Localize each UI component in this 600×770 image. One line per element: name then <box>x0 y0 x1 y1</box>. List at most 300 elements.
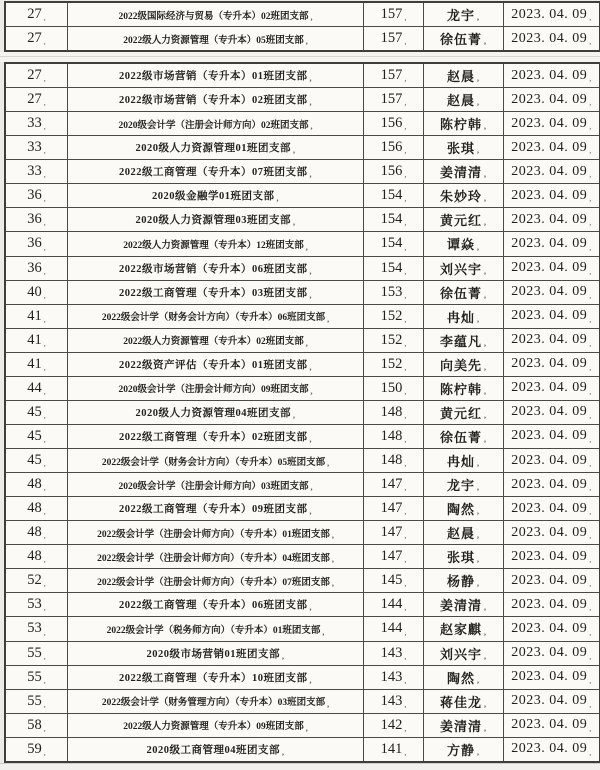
cell-text: 45 <box>27 403 42 420</box>
cell-text: 刘兴宇 <box>439 646 482 662</box>
cell-text: 141 <box>380 740 403 757</box>
return-mark-icon: , <box>43 242 46 252</box>
score-cell <box>364 27 424 50</box>
rank-cell <box>6 642 68 665</box>
return-mark-icon: , <box>404 74 407 84</box>
table-row <box>6 281 599 305</box>
return-mark-icon: , <box>404 459 407 469</box>
return-mark-icon: , <box>589 362 592 372</box>
return-mark-icon: , <box>43 146 46 156</box>
class-name-cell <box>68 666 364 689</box>
cell-text: 2022级国际经济与贸易（专升本）02班团支部 <box>118 11 309 22</box>
return-mark-icon: , <box>589 74 592 84</box>
return-mark-icon: , <box>477 747 480 757</box>
date-cell <box>504 545 599 568</box>
return-mark-icon: , <box>404 290 407 300</box>
score-cell <box>364 305 424 328</box>
return-mark-icon: , <box>589 410 592 420</box>
return-mark-icon: , <box>331 555 334 565</box>
date-cell <box>504 329 599 352</box>
date-cell <box>504 425 599 448</box>
table-row <box>6 690 599 714</box>
score-cell <box>364 329 424 352</box>
return-mark-icon: , <box>484 362 487 372</box>
cell-text: 2023. 04. 09 <box>511 404 588 420</box>
return-mark-icon: , <box>43 194 46 204</box>
name-cell <box>424 593 504 616</box>
rank-cell <box>6 3 68 26</box>
cell-text: 154 <box>380 259 403 276</box>
return-mark-icon: , <box>43 122 46 132</box>
class-name-cell <box>68 473 364 496</box>
return-mark-icon: , <box>293 410 296 420</box>
cell-text: 2023. 04. 09 <box>511 693 588 709</box>
cell-text: 徐伍菁 <box>439 32 482 47</box>
cell-text: 2023. 04. 09 <box>511 284 588 300</box>
return-mark-icon: , <box>43 603 46 613</box>
cell-text: 2023. 04. 09 <box>511 6 588 22</box>
return-mark-icon: , <box>43 338 46 348</box>
cell-text: 58 <box>27 716 42 733</box>
cell-text: 2023. 04. 09 <box>511 669 588 685</box>
cell-text: 2023. 04. 09 <box>511 211 588 227</box>
class-name-cell <box>68 377 364 400</box>
class-name-cell <box>68 690 364 713</box>
cell-text: 2020级会计学（注册会计师方向）03班团支部 <box>118 481 309 492</box>
return-mark-icon: , <box>484 723 487 733</box>
cell-text: 陶然 <box>446 670 475 686</box>
return-mark-icon: , <box>43 507 46 517</box>
rank-cell <box>6 305 68 328</box>
return-mark-icon: , <box>43 579 46 589</box>
return-mark-icon: , <box>309 603 312 613</box>
rank-cell <box>6 27 68 50</box>
cell-text: 52 <box>27 572 42 589</box>
cell-text: 2020级工商管理04班团支部 <box>146 744 280 756</box>
return-mark-icon: , <box>589 723 592 733</box>
return-mark-icon: , <box>484 218 487 228</box>
date-cell <box>504 617 599 640</box>
return-mark-icon: , <box>404 13 407 22</box>
cell-text: 姜清清 <box>439 165 482 181</box>
return-mark-icon: , <box>589 699 592 709</box>
cell-text: 36 <box>27 187 42 204</box>
class-name-cell <box>68 617 364 640</box>
date-cell <box>504 593 599 616</box>
return-mark-icon: , <box>404 579 407 589</box>
rank-cell <box>6 690 68 713</box>
rank-cell <box>6 377 68 400</box>
class-name-cell <box>68 593 364 616</box>
cell-text: 2022级人力资源管理（专升本）02班团支部 <box>123 337 304 348</box>
name-cell <box>424 425 504 448</box>
date-cell <box>504 305 599 328</box>
name-cell <box>424 257 504 280</box>
cell-text: 陈柠韩 <box>439 117 482 133</box>
return-mark-icon: , <box>43 410 46 420</box>
return-mark-icon: , <box>477 555 480 565</box>
return-mark-icon: , <box>589 37 592 46</box>
table-row <box>6 666 599 690</box>
date-cell <box>504 232 599 255</box>
class-name-cell <box>68 281 364 304</box>
date-cell <box>504 401 599 424</box>
cell-text: 2023. 04. 09 <box>511 187 588 203</box>
cell-text: 2023. 04. 09 <box>511 332 588 348</box>
name-cell <box>424 88 504 111</box>
cell-text: 154 <box>380 235 403 252</box>
cell-text: 蒋佳龙 <box>439 694 482 710</box>
return-mark-icon: , <box>327 314 330 324</box>
class-name-cell <box>68 208 364 231</box>
cell-text: 2020级会计学（注册会计师方向）09班团支部 <box>118 385 309 396</box>
return-mark-icon: , <box>309 170 312 180</box>
table-block-1 <box>4 1 600 52</box>
name-cell <box>424 714 504 737</box>
return-mark-icon: , <box>477 98 480 108</box>
return-mark-icon: , <box>309 435 312 444</box>
cell-text: 27 <box>27 67 42 84</box>
score-cell <box>364 257 424 280</box>
return-mark-icon: , <box>589 483 592 493</box>
return-mark-icon: , <box>589 98 592 108</box>
cell-text: 2022级会计学（财务管理方向）（专升本）03班团支部 <box>101 698 326 709</box>
name-cell <box>424 353 504 376</box>
rank-cell <box>6 569 68 592</box>
cell-text: 157 <box>380 30 403 46</box>
rank-cell <box>6 738 68 761</box>
cell-text: 2022级会计学（注册会计师方向）（专升本）07班团支部 <box>97 577 330 588</box>
return-mark-icon: , <box>589 170 592 180</box>
cell-text: 55 <box>27 668 42 685</box>
name-cell <box>424 27 504 50</box>
table-row <box>6 617 599 641</box>
cell-text: 向美先 <box>439 357 482 373</box>
name-cell <box>424 329 504 352</box>
cell-text: 156 <box>380 163 403 180</box>
score-cell <box>364 208 424 231</box>
cell-text: 陈柠韩 <box>439 381 482 397</box>
name-cell <box>424 617 504 640</box>
cell-text: 36 <box>27 235 42 252</box>
cell-text: 黄元红 <box>439 405 482 421</box>
cell-text: 152 <box>380 331 403 348</box>
name-cell <box>424 666 504 689</box>
cell-text: 2022级人力资源管理（专升本）05班团支部 <box>123 35 304 46</box>
return-mark-icon: , <box>404 603 407 613</box>
cell-text: 45 <box>27 452 42 469</box>
date-cell <box>504 473 599 496</box>
date-cell <box>504 257 599 280</box>
score-cell <box>364 497 424 520</box>
cell-text: 33 <box>27 163 42 180</box>
rank-cell <box>6 401 68 424</box>
return-mark-icon: , <box>589 651 592 661</box>
return-mark-icon: , <box>43 675 46 685</box>
table-row <box>6 305 599 329</box>
date-cell <box>504 714 599 737</box>
return-mark-icon: , <box>331 579 334 589</box>
return-mark-icon: , <box>589 266 592 276</box>
cell-text: 2023. 04. 09 <box>511 620 588 636</box>
rank-cell <box>6 232 68 255</box>
table-row <box>6 593 599 617</box>
score-cell <box>364 473 424 496</box>
class-name-cell <box>68 136 364 159</box>
cell-text: 赵晨 <box>446 93 475 109</box>
rank-cell <box>6 353 68 376</box>
name-cell <box>424 473 504 496</box>
rank-cell <box>6 425 68 448</box>
cell-text: 2023. 04. 09 <box>511 163 588 179</box>
cell-text: 张琪 <box>446 550 475 566</box>
cell-text: 55 <box>27 644 42 661</box>
class-name-cell <box>68 184 364 207</box>
cell-text: 2023. 04. 09 <box>511 500 588 516</box>
return-mark-icon: , <box>43 13 46 22</box>
score-cell <box>364 690 424 713</box>
table-row <box>6 88 599 112</box>
cell-text: 2022级工商管理（专升本）03班团支部 <box>119 287 308 299</box>
score-cell <box>364 160 424 183</box>
return-mark-icon: , <box>310 13 313 22</box>
rank-cell <box>6 136 68 159</box>
cell-text: 2023. 04. 09 <box>511 380 588 396</box>
score-cell <box>364 88 424 111</box>
table-row <box>6 738 599 761</box>
return-mark-icon: , <box>43 290 46 300</box>
cell-text: 150 <box>380 379 403 396</box>
cell-text: 2023. 04. 09 <box>511 428 588 444</box>
date-cell <box>504 3 599 26</box>
return-mark-icon: , <box>43 627 46 637</box>
return-mark-icon: , <box>310 386 313 396</box>
score-cell <box>364 281 424 304</box>
cell-text: 154 <box>380 187 403 204</box>
cell-text: 2023. 04. 09 <box>511 596 588 612</box>
cell-text: 156 <box>380 139 403 156</box>
cell-text: 冉灿 <box>446 454 475 470</box>
return-mark-icon: , <box>589 435 592 444</box>
return-mark-icon: , <box>589 13 592 22</box>
return-mark-icon: , <box>484 338 487 348</box>
name-cell <box>424 112 504 135</box>
date-cell <box>504 281 599 304</box>
cell-text: 48 <box>27 524 42 541</box>
rank-cell <box>6 473 68 496</box>
return-mark-icon: , <box>484 603 487 613</box>
score-cell <box>364 112 424 135</box>
name-cell <box>424 184 504 207</box>
return-mark-icon: , <box>43 483 46 493</box>
return-mark-icon: , <box>404 435 407 444</box>
return-mark-icon: , <box>477 507 480 517</box>
cell-text: 2023. 04. 09 <box>511 91 588 107</box>
cell-text: 36 <box>27 259 42 276</box>
cell-text: 45 <box>27 427 42 444</box>
cell-text: 2023. 04. 09 <box>511 67 588 83</box>
date-cell <box>504 521 599 544</box>
table-row <box>6 64 599 88</box>
return-mark-icon: , <box>589 146 592 156</box>
date-cell <box>504 136 599 159</box>
cell-text: 156 <box>380 115 403 132</box>
cell-text: 赵家麒 <box>439 622 482 638</box>
cell-text: 谭焱 <box>446 237 475 253</box>
cell-text: 53 <box>27 620 42 637</box>
date-cell <box>504 112 599 135</box>
table-row <box>6 714 599 738</box>
return-mark-icon: , <box>404 362 407 372</box>
return-mark-icon: , <box>404 314 407 324</box>
cell-text: 2020级人力资源管理03班团支部 <box>135 215 291 227</box>
cell-text: 55 <box>27 692 42 709</box>
date-cell <box>504 27 599 50</box>
cell-text: 朱妙玲 <box>439 189 482 205</box>
cell-text: 徐伍菁 <box>439 429 482 445</box>
class-name-cell <box>68 3 364 26</box>
score-cell <box>364 714 424 737</box>
return-mark-icon: , <box>484 37 487 46</box>
return-mark-icon: , <box>477 13 480 22</box>
return-mark-icon: , <box>322 627 325 637</box>
cell-text: 144 <box>380 620 403 637</box>
return-mark-icon: , <box>309 98 312 108</box>
table-row <box>6 642 599 666</box>
cell-text: 2022级会计学（财务会计方向）（专升本）06班团支部 <box>101 313 326 324</box>
cell-text: 龙宇 <box>446 478 475 494</box>
return-mark-icon: , <box>589 531 592 541</box>
cell-text: 2020级人力资源管理04班团支部 <box>135 407 291 419</box>
score-cell <box>364 593 424 616</box>
return-mark-icon: , <box>293 146 296 156</box>
return-mark-icon: , <box>589 747 592 757</box>
table-row <box>6 160 599 184</box>
return-mark-icon: , <box>404 170 407 180</box>
return-mark-icon: , <box>484 266 487 276</box>
return-mark-icon: , <box>477 483 480 493</box>
cell-text: 33 <box>27 115 42 132</box>
date-cell <box>504 569 599 592</box>
cell-text: 2022级会计学（税务师方向）（专升本）01班团支部 <box>106 625 321 636</box>
return-mark-icon: , <box>327 699 330 709</box>
name-cell <box>424 449 504 472</box>
class-name-cell <box>68 232 364 255</box>
rank-cell <box>6 449 68 472</box>
cell-text: 147 <box>380 500 403 517</box>
cell-text: 48 <box>27 500 42 517</box>
table-row <box>6 208 599 232</box>
score-cell <box>364 425 424 448</box>
score-cell <box>364 617 424 640</box>
return-mark-icon: , <box>43 74 46 84</box>
return-mark-icon: , <box>310 483 313 493</box>
score-cell <box>364 377 424 400</box>
cell-text: 刘兴宇 <box>439 261 482 277</box>
table-row <box>6 569 599 593</box>
cell-text: 2023. 04. 09 <box>511 115 588 131</box>
cell-text: 冉灿 <box>446 309 475 325</box>
cell-text: 148 <box>380 403 403 420</box>
rank-cell <box>6 184 68 207</box>
class-name-cell <box>68 353 364 376</box>
cell-text: 153 <box>380 283 403 300</box>
table-row <box>6 545 599 569</box>
return-mark-icon: , <box>309 362 312 372</box>
cell-text: 2023. 04. 09 <box>511 30 588 46</box>
cell-text: 147 <box>380 524 403 541</box>
cell-text: 143 <box>380 692 403 709</box>
return-mark-icon: , <box>43 747 46 757</box>
return-mark-icon: , <box>404 699 407 709</box>
class-name-cell <box>68 545 364 568</box>
return-mark-icon: , <box>589 603 592 613</box>
return-mark-icon: , <box>43 435 46 444</box>
cell-text: 2022级会计学（注册会计师方向）（专升本）01班团支部 <box>97 529 330 540</box>
return-mark-icon: , <box>404 146 407 156</box>
rank-cell <box>6 160 68 183</box>
name-cell <box>424 401 504 424</box>
cell-text: 2023. 04. 09 <box>511 572 588 588</box>
table-row <box>6 497 599 521</box>
cell-text: 27 <box>27 91 42 108</box>
cell-text: 41 <box>27 307 42 324</box>
class-name-cell <box>68 738 364 761</box>
return-mark-icon: , <box>309 74 312 84</box>
cell-text: 2022级工商管理（专升本）02班团支部 <box>119 431 308 443</box>
return-mark-icon: , <box>327 459 330 469</box>
return-mark-icon: , <box>404 242 407 252</box>
return-mark-icon: , <box>43 218 46 228</box>
table-row <box>6 257 599 281</box>
return-mark-icon: , <box>589 386 592 396</box>
score-cell <box>364 136 424 159</box>
cell-text: 2022级工商管理（专升本）09班团支部 <box>119 504 308 516</box>
return-mark-icon: , <box>589 675 592 685</box>
return-mark-icon: , <box>404 338 407 348</box>
name-cell <box>424 64 504 87</box>
cell-text: 2023. 04. 09 <box>511 260 588 276</box>
cell-text: 33 <box>27 139 42 156</box>
score-cell <box>364 353 424 376</box>
return-mark-icon: , <box>305 338 308 348</box>
cell-text: 2023. 04. 09 <box>511 645 588 661</box>
name-cell <box>424 208 504 231</box>
cell-text: 2023. 04. 09 <box>511 717 588 733</box>
score-cell <box>364 521 424 544</box>
cell-text: 59 <box>27 740 42 757</box>
return-mark-icon: , <box>589 218 592 228</box>
cell-text: 2020级金融学01班团支部 <box>152 191 275 203</box>
date-cell <box>504 64 599 87</box>
return-mark-icon: , <box>331 531 334 541</box>
cell-text: 赵晨 <box>446 69 475 85</box>
return-mark-icon: , <box>305 242 308 252</box>
rank-cell <box>6 64 68 87</box>
cell-text: 152 <box>380 307 403 324</box>
table-row <box>6 232 599 256</box>
cell-text: 2022级市场营销（专升本）02班团支部 <box>119 95 308 107</box>
cell-text: 142 <box>380 716 403 733</box>
table-row <box>6 3 599 27</box>
table-row <box>6 401 599 425</box>
return-mark-icon: , <box>404 410 407 420</box>
class-name-cell <box>68 257 364 280</box>
return-mark-icon: , <box>484 290 487 300</box>
name-cell <box>424 569 504 592</box>
return-mark-icon: , <box>589 122 592 132</box>
table-row <box>6 184 599 208</box>
